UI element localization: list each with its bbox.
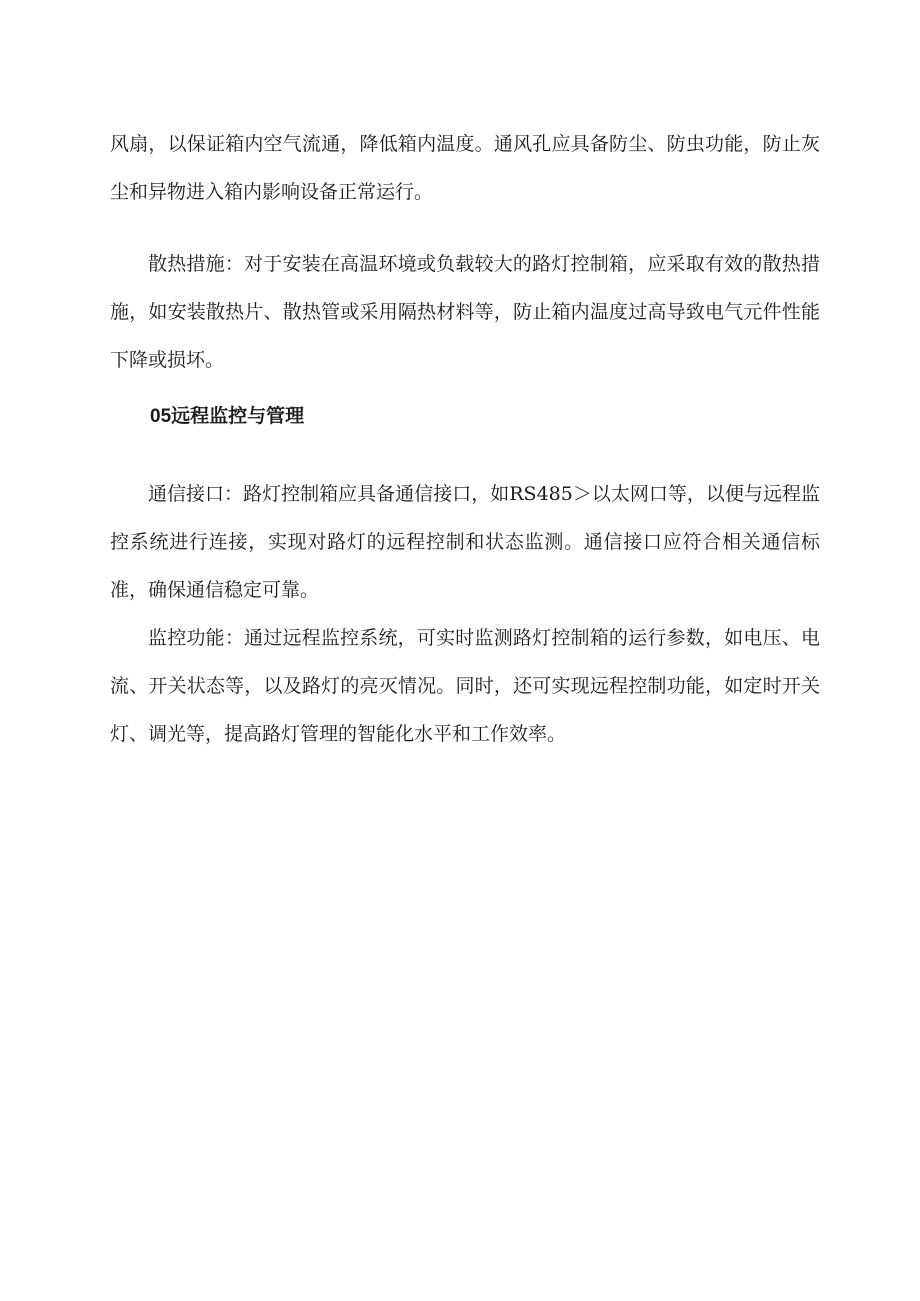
paragraph-ventilation: 风扇，以保证箱内空气流通，降低箱内温度。通风孔应具备防尘、防虫功能，防止灰尘和异物进入箱内影响设备正常运行。 [110,133,820,203]
section-heading: 05远程监控与管理 [150,406,305,427]
paragraph-monitoring-function: 监控功能：通过远程监控系统，可实时监测路灯控制箱的运行参数，如电压、电流、开关状态等，以及路灯的亮灭情况。同时，还可实现远程控制功能，如定时开关灯、调光等，提高路灯管理的智能化水平和工作效率。 [110,627,820,745]
paragraph-communication-interface: 通信接口：路灯控制箱应具备通信接口，如RS485＞以太网口等，以便与远程监控系统进行连接，实现对路灯的远程控制和状态监测。通信接口应符合相关通信标准，确保通信稳定可靠。 [110,483,820,601]
paragraph-heat-dissipation: 散热措施：对于安装在高温环境或负载较大的路灯控制箱，应采取有效的散热措施，如安装散热片、散热管或采用隔热材料等，防止箱内温度过高导致电气元件性能下降或损坏。 [110,253,820,371]
